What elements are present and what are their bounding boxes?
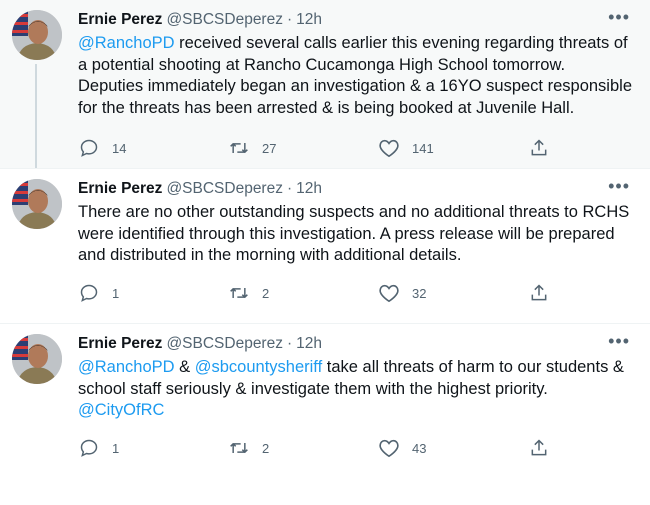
- retweet-icon: [228, 282, 250, 304]
- author-handle[interactable]: @SBCSDeperez: [166, 11, 283, 28]
- tweet-text: [78, 357, 634, 422]
- reply-icon: [78, 137, 100, 159]
- timestamp[interactable]: 12h: [296, 335, 323, 352]
- author-name[interactable]: Ernie Perez: [78, 180, 163, 197]
- action-bar: [78, 137, 570, 159]
- retweet-count: 2: [262, 440, 270, 456]
- avatar[interactable]: [12, 179, 62, 229]
- reply-count: 1: [112, 440, 120, 456]
- share-button[interactable]: [528, 137, 568, 159]
- timestamp[interactable]: 12h: [296, 180, 323, 197]
- mention-link[interactable]: @RanchoPD: [78, 34, 175, 52]
- share-button[interactable]: [528, 282, 568, 304]
- author-name[interactable]: Ernie Perez: [78, 11, 163, 28]
- avatar[interactable]: [12, 10, 62, 60]
- author-handle[interactable]: @SBCSDeperez: [166, 180, 283, 197]
- mention-link[interactable]: @CityOfRC: [78, 401, 165, 419]
- retweet-count: 27: [262, 140, 277, 156]
- separator: ·: [286, 11, 293, 28]
- more-icon[interactable]: •••: [608, 176, 630, 196]
- thread-line: [35, 64, 37, 168]
- reply-button[interactable]: [78, 282, 228, 304]
- tweet[interactable]: [0, 0, 650, 168]
- more-icon[interactable]: •••: [608, 331, 630, 351]
- share-icon: [528, 282, 550, 304]
- like-button[interactable]: [378, 437, 528, 459]
- timestamp[interactable]: 12h: [296, 11, 323, 28]
- text-segment: take all threats of harm to our students & school staff seriously & investigate them with the highest priority.: [78, 358, 624, 398]
- separator: ·: [286, 335, 293, 352]
- like-count: 141: [412, 140, 434, 156]
- reply-count: 1: [112, 285, 120, 301]
- retweet-count: 2: [262, 285, 270, 301]
- retweet-button[interactable]: [228, 282, 378, 304]
- like-button[interactable]: [378, 282, 528, 304]
- like-icon: [378, 437, 400, 459]
- tweet[interactable]: [0, 323, 650, 505]
- author-handle[interactable]: @SBCSDeperez: [166, 335, 283, 352]
- reply-count: 14: [112, 140, 127, 156]
- share-icon: [528, 137, 550, 159]
- tweet[interactable]: [0, 168, 650, 323]
- mention-link[interactable]: @sbcountysheriff: [194, 358, 323, 376]
- avatar[interactable]: [12, 334, 62, 384]
- retweet-icon: [228, 137, 250, 159]
- retweet-button[interactable]: [228, 437, 378, 459]
- retweet-icon: [228, 437, 250, 459]
- like-icon: [378, 282, 400, 304]
- tweet-text: [78, 202, 634, 267]
- action-bar: [78, 437, 570, 459]
- share-icon: [528, 437, 550, 459]
- action-bar: [78, 282, 570, 304]
- like-count: 32: [412, 285, 427, 301]
- like-icon: [378, 137, 400, 159]
- mention-link[interactable]: @RanchoPD: [78, 358, 175, 376]
- like-count: 43: [412, 440, 427, 456]
- reply-button[interactable]: [78, 437, 228, 459]
- more-icon[interactable]: •••: [608, 7, 630, 27]
- reply-icon: [78, 437, 100, 459]
- text-segment: &: [174, 358, 195, 376]
- reply-icon: [78, 282, 100, 304]
- text-segment: There are no other outstanding suspects and no additional threats to RCHS were identified through this investigation. A press release will be prepared and distributed in the morning with additional details.: [78, 203, 630, 264]
- like-button[interactable]: [378, 137, 528, 159]
- text-segment: received several calls earlier this evening regarding threats of a potential shooting at Rancho Cucamonga High School tomorrow. Deputies immediately began an investigation & a 16YO suspect responsible for the threats has been arrested & is being booked at Juvenile Hall.: [78, 34, 632, 117]
- separator: ·: [286, 180, 293, 197]
- reply-button[interactable]: [78, 137, 228, 159]
- tweet-text: [78, 33, 634, 119]
- share-button[interactable]: [528, 437, 568, 459]
- author-name[interactable]: Ernie Perez: [78, 335, 163, 352]
- retweet-button[interactable]: [228, 137, 378, 159]
